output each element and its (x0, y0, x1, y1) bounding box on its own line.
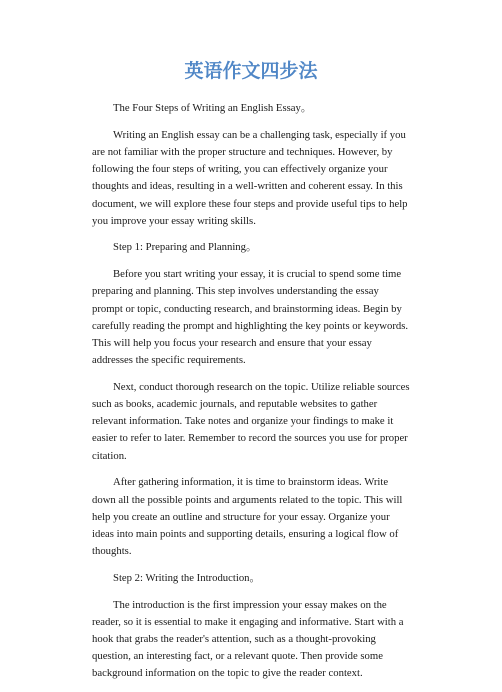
essay-title-line: The Four Steps of Writing an English Essay。 (113, 102, 312, 114)
step-2-heading: Step 2: Writing the Introduction。 (113, 571, 261, 584)
intro-paragraph: Writing an English essay can be a challenging task, especially if you are not familiar with the proper structure and techniques. However, by following the four steps of writing, you can effectively organize your thoughts and ideas, resulting in a well-written and coherent essay. In this document, we will explore these four steps and provide useful tips to help you improve your essay writing skills. (92, 128, 408, 227)
document-title: 英语作文四步法 (184, 60, 318, 82)
document-body (92, 100, 412, 692)
step-1-paragraph-3: After gathering information, it is time to brainstorm ideas. Write down all the possible points and arguments related to the topic. This will help you create an outline and structure for your essay. Organize your ideas into main points and supporting details, ensuring a logical flow of thoughts. (92, 476, 403, 558)
step-2-paragraph-1: The introduction is the first impression your essay makes on the reader, so it is essential to make it engaging and informative. Start with a hook that grabs the reader's attention, such as a thought-provoking question, an interesting fact, or a relevant quote. Then provide some background information on the topic to give the reader context. (92, 598, 404, 680)
step-1-heading: Step 1: Preparing and Planning。 (113, 241, 257, 254)
step-1-paragraph-1: Before you start writing your essay, it is crucial to spend some time preparing and planning. This step involves understanding the essay prompt or topic, conducting research, and brainstorming ideas. Begin by carefully reading the prompt and highlighting the key points or keywords. This will help you focus your research and ensure that your essay addresses the specific requirements. (92, 268, 409, 367)
step-1-paragraph-2: Next, conduct thorough research on the topic. Utilize reliable sources such as books, academic journals, and reputable websites to gather relevant information. Take notes and organize your findings to make it easier to refer to later. Remember to record the sources you use for proper citation. (92, 380, 410, 462)
